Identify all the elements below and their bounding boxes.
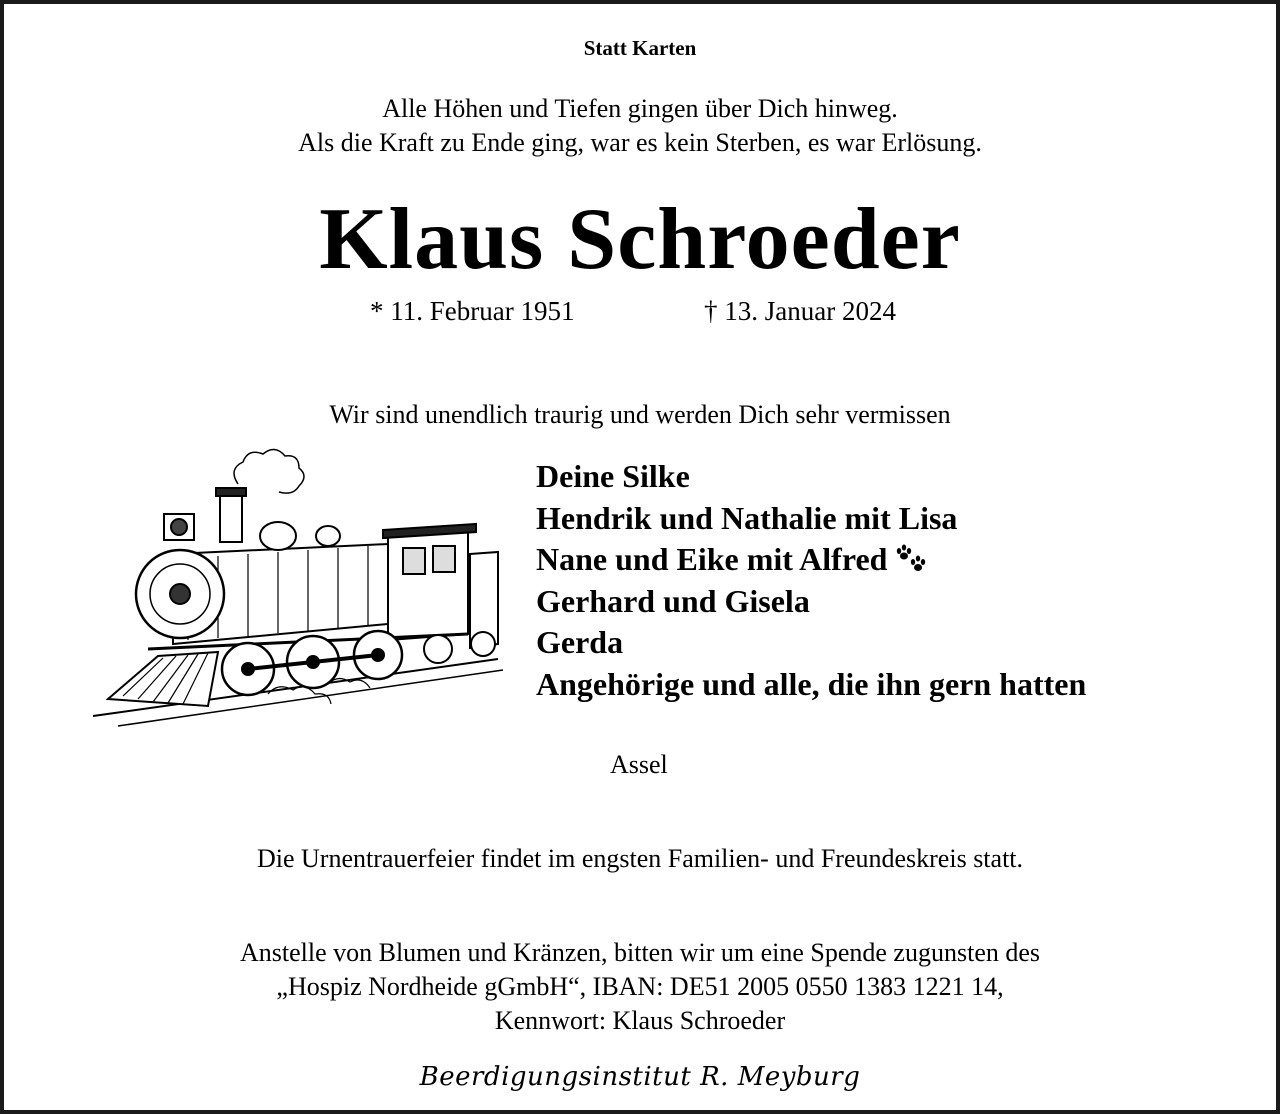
ceremony-note: Die Urnentrauerfeier findet im engsten Familien- und Freundeskreis statt. xyxy=(256,844,1024,873)
paw-prints-icon xyxy=(893,544,929,574)
header-statt-karten: Statt Karten xyxy=(583,36,697,60)
mourner-item: Gerda xyxy=(536,624,624,661)
mourner-item: Angehörige und alle, die ihn gern hatten xyxy=(536,665,1087,702)
deceased-name: Klaus Schroeder xyxy=(319,191,961,288)
mourner-item: Nane und Eike mit Alfred xyxy=(536,539,1086,581)
mourner-item: Gerhard und Gisela xyxy=(536,582,810,619)
donation-request xyxy=(4,936,1276,1038)
steam-locomotive-illustration xyxy=(88,444,508,734)
birth-date: * 11. Februar 1951 xyxy=(370,296,575,326)
place-name: Assel xyxy=(610,750,668,779)
donation-line-2: „Hospiz Nordheide gGmbH“, IBAN: DE51 2005 0550 1383 1221 14, xyxy=(276,972,1004,1001)
verse-line-1: Alle Höhen und Tiefen gingen über Dich hinweg. xyxy=(382,94,898,123)
grief-line: Wir sind unendlich traurig und werden Dich sehr vermissen xyxy=(329,400,951,429)
death-date: † 13. Januar 2024 xyxy=(704,296,896,326)
mourner-item: Hendrik und Nathalie mit Lisa xyxy=(536,499,958,536)
undertaker-signature: Beerdigungsinstitut R. Meyburg xyxy=(419,1062,861,1092)
donation-line-3: Kennwort: Klaus Schroeder xyxy=(494,1006,786,1035)
mourner-item: Deine Silke xyxy=(536,458,690,494)
mourners-list xyxy=(536,456,1086,706)
memorial-verse xyxy=(4,92,1276,160)
donation-line-1: Anstelle von Blumen und Kränzen, bitten wir um eine Spende zugunsten des xyxy=(239,938,1041,967)
verse-line-2: Als die Kraft zu Ende ging, war es kein Sterben, es war Erlösung. xyxy=(298,128,982,157)
